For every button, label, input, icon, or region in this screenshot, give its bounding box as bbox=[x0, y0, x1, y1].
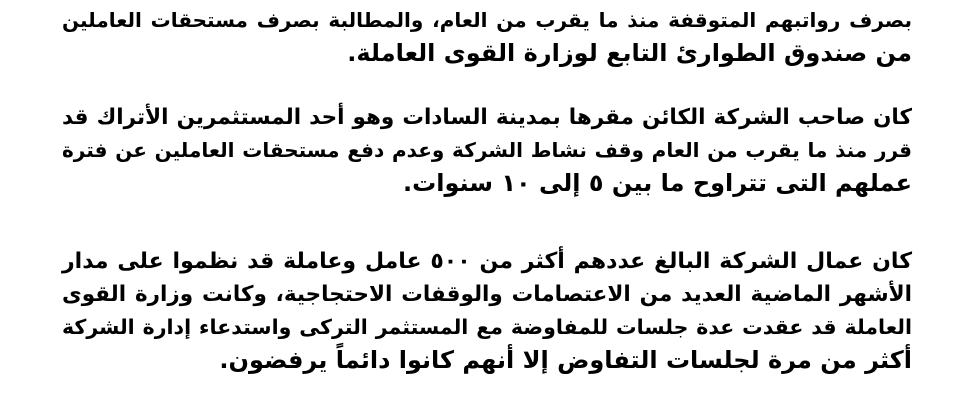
paragraph-2-line-2: قرر منذ ما يقرب من العام وقف نشاط الشركة وعدم دفع مستحقات العاملين عن فترة bbox=[62, 138, 912, 162]
paragraph-3-line-1: كان عمال الشركة البالغ عددهم أكثر من ٥٠٠ عامل وعاملة قد نظموا على مدار bbox=[62, 249, 912, 274]
paragraph-1-line-2: من صندوق الطوارئ التابع لوزارة القوى العاملة. bbox=[347, 39, 912, 67]
paragraph-2 bbox=[62, 101, 912, 200]
paragraph-1-line-1: بصرف رواتبهم المتوقفة منذ ما يقرب من العام، والمطالبة بصرف مستحقات العاملين bbox=[62, 8, 912, 32]
paragraph-3-line-3: العاملة قد عقدت عدة جلسات للمفاوضة مع المستثمر التركى واستدعاء إدارة الشركة bbox=[62, 315, 912, 339]
paragraph-1 bbox=[62, 4, 912, 70]
paragraph-3-line-2: الأشهر الماضية العديد من الاعتصامات والوقفات الاحتجاجية، وكانت وزارة القوى bbox=[62, 282, 912, 307]
paragraph-3 bbox=[62, 245, 912, 377]
paragraph-2-line-1: كان صاحب الشركة الكائن مقرها بمدينة السادات وهو أحد المستثمرين الأتراك قد bbox=[62, 105, 912, 130]
paragraph-2-line-3: عملهم التى تتراوح ما بين ٥ إلى ١٠ سنوات. bbox=[403, 169, 912, 197]
paragraph-3-line-4: أكثر من مرة لجلسات التفاوض إلا أنهم كانوا دائماً يرفضون. bbox=[219, 346, 912, 374]
